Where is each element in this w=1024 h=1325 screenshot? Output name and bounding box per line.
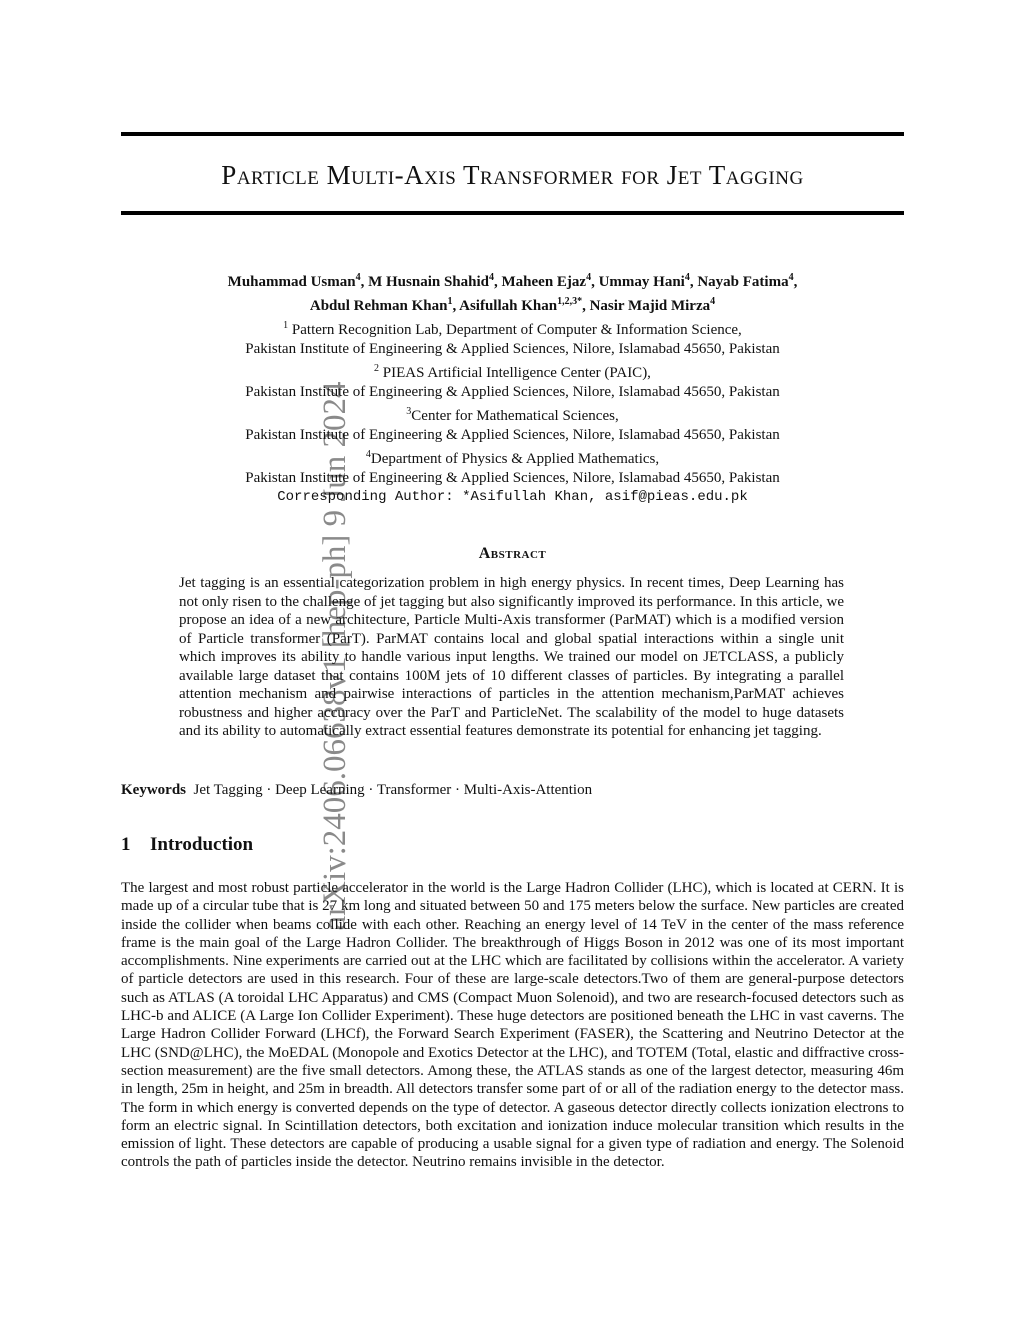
affiliation-2 xyxy=(121,359,904,383)
author-name: , M Husnain Shahid xyxy=(360,274,489,290)
affiliation-number: 4 xyxy=(365,449,371,460)
introduction-text: The largest and most robust particle accelerator in the world is the Large Hadron Collider (LHC), which is located at CERN. It is made up of a circular tube that is 27 km long and situated between 50 and 175 meters below the surface. New particles are created inside the collider when beams collide with each other. Reaching an energy level of 14 TeV in the center of the mass reference frame is the main goal of the Large Hadron Collider. The breakthrough of Higgs Boson in 2012 was one of its most important accomplishments. Nine experiments are carried out at the LHC which are facilitated by collisions within the accelerator. A variety of particle detectors are used in this research. Four of these are large-scale detectors.Two of them are general-purpose detectors such as ATLAS (A toroidal LHC Apparatus) and CMS (Compact Muon Solenoid), and two are research-focused detectors such as LHC-b and ALICE (A Large Ion Collider Experiment). These huge detectors are positioned beneath the LHC in vast caverns. The Large Hadron Collider Forward (LHCf), the Forward Search Experiment (FASER), the Scattering and Neutrino Detector at the LHC (SND@LHC), the MoEDAL (Monopole and Exotics Detector at the LHC), and TOTEM (Total, elastic and diffractive cross-section measurement) are the five small detectors. Among these, the ATLAS stands as one of the largest detector, measuring 46m in length, 25m in height, and 25m in breadth. All detectors transfer some part of or all of the radiation energy to the detector mass. The form in which energy is converted depends on the type of detector. A gaseous detector directly collects ionization electrons to form an electric signal. In Scintillation detectors, both excitation and ionization induce molecular transition which results in the emission of light. These detectors are capable of producing a usable signal for a given type of radiation and energy. The Solenoid controls the path of particles inside the detector. Neutrino remains invisible in the detector. xyxy=(121,880,904,1171)
affiliation-marker: 4 xyxy=(710,296,716,307)
keywords-label-initial: K xyxy=(121,782,133,798)
affiliation-name: PIEAS Artificial Intelligence Center (PAIC), xyxy=(379,365,651,381)
title-bottom-rule xyxy=(121,211,904,215)
affiliation-1 xyxy=(121,316,904,340)
affiliation-marker: 4 xyxy=(355,272,361,283)
affiliation-institute: Pakistan Institute of Engineering & Applied Sciences, Nilore, Islamabad 45650, Pakistan xyxy=(245,384,780,400)
abstract-text: Jet tagging is an essential categorization problem in high energy physics. In recent times, Deep Learning has not only risen to the challenge of jet tagging but also significantly improved its performance. In this article, we propose an idea of a new architecture, Particle Multi-Axis transformer (ParMAT) which is a modified version of Particle transformer (ParT). ParMAT contains local and global spatial interactions within a single unit which improves its ability to handle various input lengths. We trained our model on JETCLASS, a publicly available large dataset that contains 100M jets of 10 different classes of particles. By integrating a parallel attention mechanism and pairwise interactions of particles in the attention mechanism,ParMAT achieves robustness and higher accuracy over the ParT and ParticleNet. The scalability of the model to huge datasets and its ability to automatically extract essential features demonstrate its potential for enhancing jet tagging. xyxy=(179,575,844,739)
affiliation-number: 3 xyxy=(406,406,412,417)
author-name: , Asifullah Khan xyxy=(452,298,558,314)
section-number: 1 xyxy=(121,834,131,855)
paper-title: Particle Multi-Axis Transformer for Jet Tagging xyxy=(221,160,804,190)
affiliation-marker: 4 xyxy=(489,272,494,283)
keywords-list: Jet Tagging · Deep Learning · Transformer · Multi-Axis-Attention xyxy=(193,782,593,798)
author-block xyxy=(121,268,904,507)
title-top-rule xyxy=(121,132,904,136)
keywords-label-rest: eywords xyxy=(132,782,186,798)
affiliation-marker: 1,2,3* xyxy=(557,296,583,307)
arxiv-identifier-stamp: arXiv:2406.06638v1 [hep-ph] 9 Jun 2024 xyxy=(317,381,353,931)
affiliation-name: Center for Mathematical Sciences, xyxy=(411,408,619,424)
keywords-label xyxy=(121,782,186,798)
affiliation-marker: 4 xyxy=(684,272,690,283)
abstract-heading: Abstract xyxy=(478,545,547,562)
affiliation-institute: Pakistan Institute of Engineering & Applied Sciences, Nilore, Islamabad 45650, Pakistan xyxy=(245,341,780,357)
keywords-line xyxy=(121,782,904,799)
affiliation-3 xyxy=(121,402,904,426)
affiliation-marker: 4 xyxy=(586,272,592,283)
author-name: , Nayab Fatima xyxy=(689,274,789,290)
corresponding-author: Corresponding Author: *Asifullah Khan, asif@pieas.edu.pk xyxy=(277,489,748,505)
section-title: Introduction xyxy=(150,834,254,855)
author-name: Abdul Rehman Khan xyxy=(309,298,448,314)
section-heading xyxy=(121,834,253,856)
affiliation-name: Department of Physics & Applied Mathematics, xyxy=(370,451,660,467)
author-name: , Ummay Hani xyxy=(591,274,685,290)
author-name: Muhammad Usman xyxy=(227,274,356,290)
affiliation-number: 2 xyxy=(374,363,380,374)
author-name: , Maheen Ejaz xyxy=(494,274,587,290)
affiliation-name: Pattern Recognition Lab, Department of Computer & Information Science, xyxy=(288,322,742,338)
affiliation-marker: 4 xyxy=(788,272,794,283)
author-name: , Nasir Majid Mirza xyxy=(582,298,711,314)
author-names xyxy=(121,268,904,316)
affiliation-institute: Pakistan Institute of Engineering & Applied Sciences, Nilore, Islamabad 45650, Pakistan xyxy=(245,427,780,443)
affiliation-number: 1 xyxy=(283,320,289,331)
affiliation-4 xyxy=(121,445,904,469)
affiliation-marker: 1 xyxy=(447,296,453,307)
author-separator: , xyxy=(793,274,798,290)
affiliation-institute: Pakistan Institute of Engineering & Applied Sciences, Nilore, Islamabad 45650, Pakistan xyxy=(245,470,780,486)
